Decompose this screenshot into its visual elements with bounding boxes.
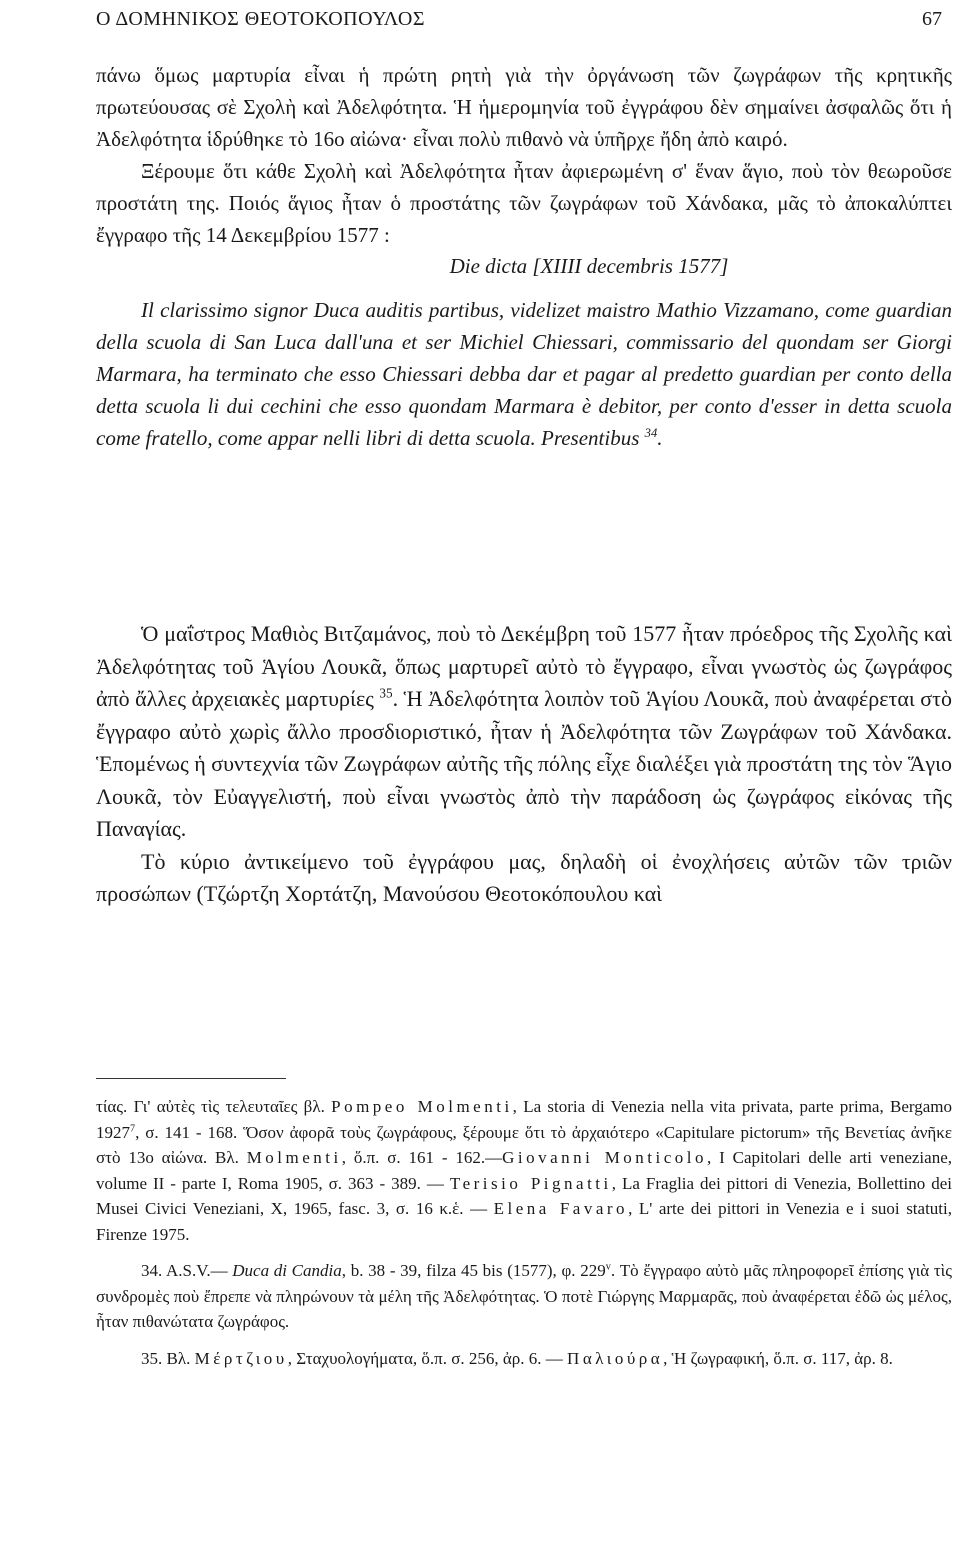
- main-text: [96, 60, 952, 455]
- paragraph: Ὁ μαΐστρος Μαθιὸς Βιτζαμάνος, ποὺ τὸ Δεκέμβρη τοῦ 1577 ἦταν πρόεδρος τῆς Σχολῆς καὶ Ἀδελφότητας τοῦ Ἁγίου Λουκᾶ, ὅπως μαρτυρεῖ αὐτὸ τὸ ἔγγραφο, εἶναι γνωστὸς ὡς ζωγράφος ἀπὸ ἄλλες ἀρχειακὲς μαρτυρίες $^{35}$. Ἡ Ἀδελφότητα λοιπὸν τοῦ Ἁγίου Λουκᾶ, ποὺ ἀναφέρεται στὸ ἔγγραφο αὐτὸ χωρὶς ἄλλο προσδιοριστικό, ἦταν ἡ Ἀδελφότητα τῶν Ζωγράφων τοῦ Χάνδακα. Ἑπομένως ἡ συντεχνία τῶν Ζωγράφων αὐτῆς τῆς πόλης εἶχε διαλέξει γιὰ προστάτη της τὸν Ἅγιο Λουκᾶ, τὸν Εὐαγγελιστή, ποὺ εἶναι γνωστὸς ἀπὸ τὴν παράδοση ὡς ζωγράφος εἰκόνας τῆς Παναγίας.: [96, 621, 952, 841]
- latin-quotation-text: Il clarissimo signor Duca auditis partibus, videlizet maistro Mathio Vizzamano, come guardian della scuola di San Luca dall'una et ser Michiel Chiessari, commissario del quondam ser Giorgi Marmara, ha terminato che esso Chiessari debba dar et pagar al predetto guardian per conto della detta scuola li dui cechini che esso quondam Marmara è debitor, per conto d'esser in detta scuola come fratello, come appar nelli libri di detta scuola. Presentibus: [96, 298, 952, 450]
- paragraph: Τὸ κύριο ἀντικείμενο τοῦ ἐγγράφου μας, δηλαδὴ οἱ ἐνοχλήσεις αὐτῶν τῶν τριῶν προσώπων (Τζώρτζη Χορτάτζη, Μανούσου Θεοτοκόπουλου καὶ: [96, 848, 952, 906]
- running-title: Ο ΔΟΜΗΝΙΚΟΣ ΘΕΟΤΟΚΟΠΟΥΛΟΣ: [96, 8, 425, 30]
- footnote-ref: 35: [379, 685, 393, 701]
- running-header: [96, 4, 952, 34]
- document-heading: Die dicta [XIIII decembris 1577]: [449, 254, 729, 279]
- latin-quotation: Il clarissimo signor Duca auditis partibus, videlizet maistro Mathio Vizzamano, come guardian della scuola di San Luca dall'una et ser Michiel Chiessari, commissario del quondam ser Giorgi Marmara, ha terminato che esso Chiessari debba dar et pagar al predetto guardian per conto della detta scuola li dui cechini che esso quondam Marmara è debitor, per conto d'esser in detta scuola come fratello, come appar nelli libri di detta scuola. Presentibus $^{34}$.: [96, 298, 952, 450]
- paragraph: πάνω ὅμως μαρτυρία εἶναι ἡ πρώτη ρητὴ γιὰ τὴν ὀργάνωση τῶν ζωγράφων τῆς κρητικῆς πρωτεύουσας σὲ Σχολὴ καὶ Ἀδελφότητα. Ἡ ἡμερομηνία τοῦ ἐγγράφου δὲν σημαίνει ἀσφαλῶς ὅτι ἡ Ἀδελφότητα ἱδρύθηκε τὸ 16ο αἰώνα· εἶναι πολὺ πιθανὸ νὰ ὑπῆρχε ἤδη ἀπὸ καιρό.: [96, 63, 952, 151]
- footnote-35: 35. Βλ. Μέρτζιου, Σταχυολογήματα, ὅ.π. σ. 256, ἀρ. 6. — Παλιούρα, Ἡ ζωγραφική, ὅ.π. σ. 117, ἀρ. 8.: [141, 1348, 893, 1368]
- footnote-33-continued: τίας. Γι' αὐτὲς τὶς τελευταῖες βλ. Pompeo Molmenti, La storia di Venezia nella vita privata, parte prima, Bergamo 1927$^7$, σ. 141 - 168. Ὅσον ἀφορᾶ τοὺς ζωγράφους, ξέρουμε ὅτι τὸ ἀρχαιότερο «Capitulare pictorum» τῆς Βενετίας ἀνῆκε στὸ 13ο αἰώνα. Βλ. Molmenti, ὅ.π. σ. 161 - 162.—Giovanni Monticolo, I Capitolari delle arti veneziane, volume II - parte I, Roma 1905, σ. 363 - 389. — Terisio Pignatti, La Fraglia dei pittori di Venezia, Bollettino dei Musei Civici Veneziani, X, 1965, fasc. 3, σ. 16 κ.ἑ. — Elena Favaro, L' arte dei pittori in Venezia e i suoi statuti, Firenze 1975.: [96, 1097, 953, 1244]
- footnotes: [96, 1094, 952, 1371]
- main-text-continued: [96, 618, 952, 911]
- footnote-34: 34. A.S.V.— Duca di Candia, b. 38 - 39, filza 45 bis (1577), φ. 229$^v$. Τὸ ἔγγραφο αὐτὸ μᾶς πληροφορεῖ ἐπίσης γιὰ τὶς συνδρομὲς ποὺ ἔπρεπε νὰ πληρώνουν τὰ μέλη τῆς Ἀδελφότητας. Ὁ ποτὲ Γιώργης Μαρμαρᾶς, ποὺ ἀναφέρεται ἐδῶ ὡς μέλος, ἦταν πιθανώτατα ζωγράφος.: [96, 1261, 952, 1331]
- paragraph: Ξέρουμε ὅτι κάθε Σχολὴ καὶ Ἀδελφότητα ἦταν ἀφιερωμένη σ' ἕναν ἅγιο, ποὺ τὸν θεωροῦσε προστάτη της. Ποιός ἅγιος ἦταν ὁ προστάτης τῶν ζωγράφων τοῦ Χάνδακα, μᾶς τὸ ἀποκαλύπτει ἔγγραφο τῆς 14 Δεκεμβρίου 1577 :: [96, 158, 952, 247]
- page-number: 67: [922, 8, 942, 30]
- footnote-separator: [96, 1078, 286, 1079]
- footnote-ref: 34: [644, 425, 658, 440]
